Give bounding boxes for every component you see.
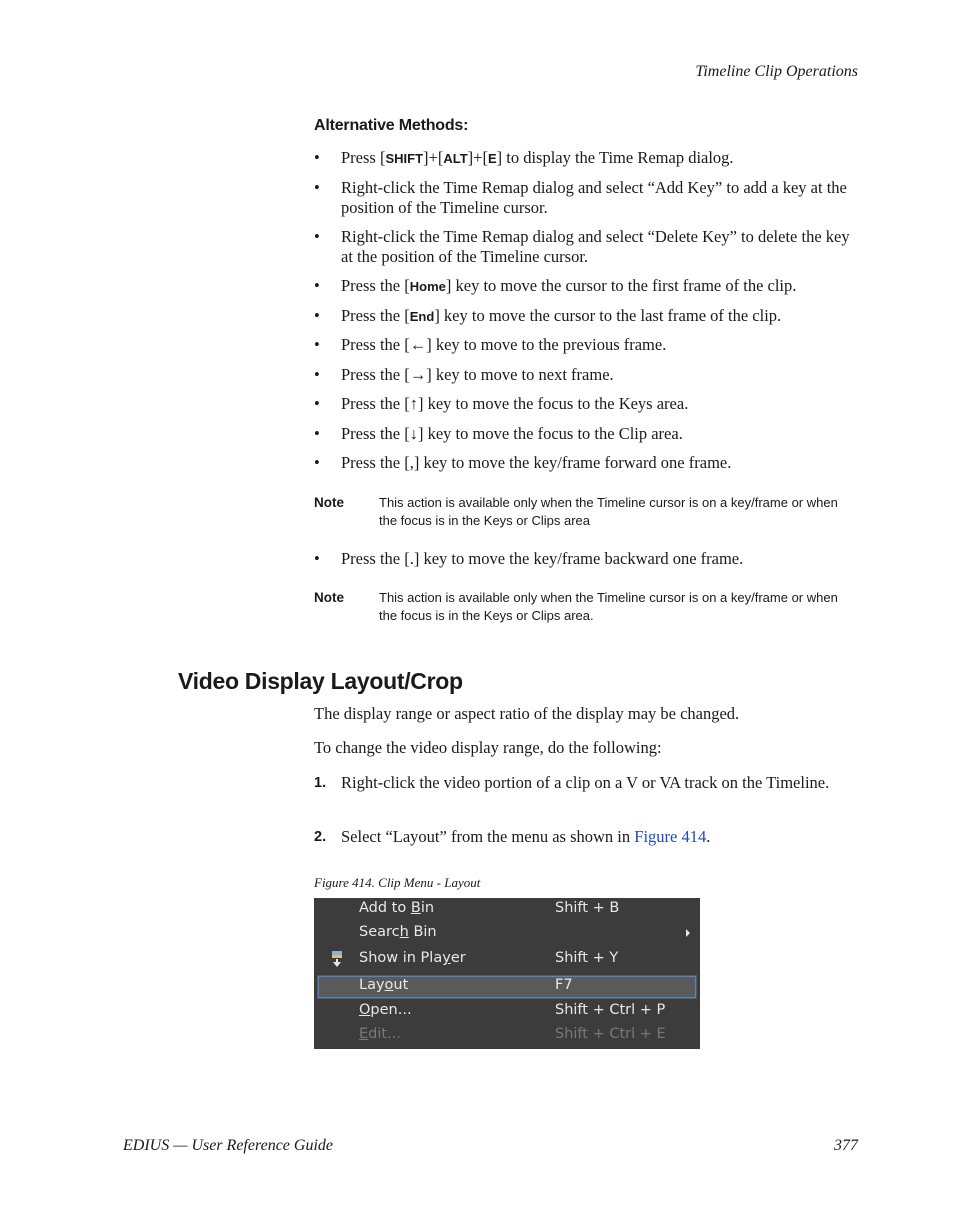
list-item [314,549,859,569]
bullet-text: Press the [,] key to move the key/frame forward one frame. [341,453,732,472]
key-alt: ALT [443,151,468,166]
key-e: E [487,151,497,166]
bullet-symbol: • [314,394,320,413]
bullet-symbol: • [314,453,320,472]
bullet-symbol: • [314,227,320,246]
bullet-symbol: • [314,365,320,384]
list-item [314,453,859,473]
menu-item-shortcut: F7 [555,977,573,993]
bullet-symbol: • [314,306,320,325]
step-text: Select “Layout” from the menu as shown in [341,827,635,846]
bullet-text: Press the [↑] key to move the focus to the Keys area. [341,394,689,413]
player-icon [331,951,343,967]
bullet-text: Right-click the Time Remap dialog and select “Add Key” to add a key at the position of the Timeline cursor. [341,178,847,217]
note-text: This action is available only when the Timeline cursor is on a key/frame or when the focus is in the Keys or Clips area. [379,590,838,623]
note-label: Note [314,590,344,605]
menu-item-edit [314,1024,700,1048]
menu-item-shortcut: Shift + Ctrl + P [555,1002,666,1018]
bullet-text: Right-click the Time Remap dialog and select “Delete Key” to delete the key at the position of the Timeline cursor. [341,227,850,266]
footer-title: EDIUS — User Reference Guide [123,1137,334,1154]
section-title: Video Display Layout/Crop [178,668,463,694]
bullet-symbol: • [314,178,320,197]
list-item [314,178,859,218]
list-item [314,394,859,414]
key-home: Home [409,279,446,294]
list-item [314,148,859,169]
list-item [314,227,859,267]
menu-item-label: Show in Player [359,950,466,966]
figure-link[interactable]: Figure 414 [634,827,707,846]
menu-item-layout[interactable] [317,975,697,999]
bullet-text: ] to display the Time Remap dialog. [496,148,734,167]
step-item [314,773,859,793]
bullet-symbol: • [314,276,320,295]
bullet-text: Press the [→] key to move to next frame. [341,365,614,384]
alternative-methods-heading: Alternative Methods: [314,117,469,134]
menu-item-search-bin[interactable] [314,922,700,946]
clip-context-menu [314,898,700,1049]
bullet-text: Press the [ [341,306,410,325]
bullet-text: Press the [↓] key to move the focus to the Clip area. [341,424,683,443]
menu-item-label: Layout [359,977,409,993]
key-end: End [409,309,435,324]
bullet-symbol: • [314,424,320,443]
submenu-arrow-icon [686,929,690,937]
menu-item-shortcut: Shift + Y [555,950,619,966]
bullet-text: Press [ [341,148,386,167]
bullet-text: Press the [ [341,276,410,295]
step-text: Right-click the video portion of a clip on a V or VA track on the Timeline. [341,773,830,792]
bullet-symbol: • [314,148,320,167]
bullet-text: Press the [.] key to move the key/frame backward one frame. [341,549,744,568]
note [314,589,859,625]
bullet-text: ]+[ [467,148,488,167]
menu-item-add-to-bin[interactable] [314,898,700,922]
menu-item-label: Edit... [359,1026,401,1042]
step-item [314,827,859,847]
step-number: 1. [314,775,327,791]
paragraph: To change the video display range, do the following: [314,738,662,757]
menu-item-label: Search Bin [359,924,437,940]
key-shift: SHIFT [385,151,424,166]
note-text: This action is available only when the Timeline cursor is on a key/frame or when the focus is in the Keys or Clips area [379,495,838,528]
bullet-text: ] key to move the cursor to the first frame of the clip. [445,276,797,295]
menu-item-label: Add to Bin [359,900,435,916]
menu-item-label: Open... [359,1002,412,1018]
running-head: Timeline Clip Operations [695,63,858,80]
list-item [314,306,859,327]
bullet-symbol: • [314,549,320,568]
step-number: 2. [314,829,327,845]
paragraph: The display range or aspect ratio of the display may be changed. [314,704,740,723]
bullet-symbol: • [314,335,320,354]
note [314,494,859,530]
menu-item-show-in-player[interactable] [314,948,700,972]
bullet-text: ] key to move the cursor to the last frame of the clip. [434,306,782,325]
menu-item-shortcut: Shift + B [555,900,620,916]
list-item [314,335,859,355]
list-item [314,276,859,297]
note-label: Note [314,495,344,510]
list-item [314,365,859,385]
figure-caption: Figure 414. Clip Menu - Layout [314,875,481,890]
list-item [314,424,859,444]
menu-item-open[interactable] [314,1000,700,1024]
menu-item-shortcut: Shift + Ctrl + E [555,1026,666,1042]
step-text: . [706,827,711,846]
page-number: 377 [834,1137,858,1154]
bullet-text: ]+[ [423,148,444,167]
bullet-text: Press the [←] key to move to the previous frame. [341,335,667,354]
